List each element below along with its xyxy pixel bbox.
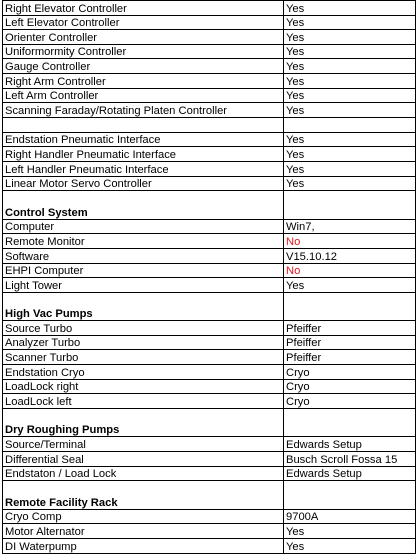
item-value: Yes <box>284 161 416 176</box>
item-value: Yes <box>284 147 416 162</box>
spacer-row <box>3 117 416 132</box>
item-value: Cryo <box>284 365 416 380</box>
section-header-value-cell <box>284 423 416 437</box>
section-header-value-cell <box>284 307 416 321</box>
table-row <box>3 30 416 45</box>
section-header-row <box>3 307 416 321</box>
table-row <box>3 234 416 249</box>
spacer-cell <box>3 481 284 496</box>
section-header-value-cell <box>284 205 416 219</box>
section-title: Dry Roughing Pumps <box>3 423 284 437</box>
item-label: LoadLock right <box>3 379 284 394</box>
table-row <box>3 219 416 234</box>
item-label: Source/Terminal <box>3 437 284 452</box>
table-row <box>3 278 416 293</box>
spacer-row <box>3 292 416 307</box>
spec-sheet <box>2 0 415 553</box>
table-row <box>3 59 416 74</box>
spacer-cell <box>284 292 416 307</box>
item-label: Left Elevator Controller <box>3 15 284 30</box>
item-value: Yes <box>284 278 416 293</box>
item-value: Yes <box>284 73 416 88</box>
item-label: Uniformormity Controller <box>3 44 284 59</box>
item-label: Differential Seal <box>3 452 284 467</box>
spacer-row <box>3 481 416 496</box>
item-value: No <box>284 263 416 278</box>
item-value: Yes <box>284 524 416 539</box>
table-row <box>3 509 416 524</box>
table-row <box>3 539 416 554</box>
item-label: Endstation Cryo <box>3 365 284 380</box>
item-label: Analyzer Turbo <box>3 335 284 350</box>
item-value: Edwards Setup <box>284 437 416 452</box>
item-label: Gauge Controller <box>3 59 284 74</box>
spacer-row <box>3 408 416 423</box>
section-title: High Vac Pumps <box>3 307 284 321</box>
table-row <box>3 44 416 59</box>
item-label: Cryo Comp <box>3 509 284 524</box>
item-value: Pfeiffer <box>284 335 416 350</box>
section-header-value-cell <box>284 495 416 509</box>
item-value: Pfeiffer <box>284 321 416 336</box>
item-label: Left Arm Controller <box>3 88 284 103</box>
spacer-cell <box>284 191 416 206</box>
table-row <box>3 15 416 30</box>
table-row <box>3 248 416 263</box>
item-value: Yes <box>284 1 416 16</box>
table-row <box>3 466 416 481</box>
item-value: Yes <box>284 132 416 147</box>
item-value: Yes <box>284 59 416 74</box>
spacer-cell <box>284 408 416 423</box>
item-label: Endstaton / Load Lock <box>3 466 284 481</box>
section-header-row <box>3 495 416 509</box>
item-label: Endstation Pneumatic Interface <box>3 132 284 147</box>
item-label: Linear Motor Servo Controller <box>3 176 284 191</box>
item-value: Edwards Setup <box>284 466 416 481</box>
item-label: Software <box>3 248 284 263</box>
table-row <box>3 335 416 350</box>
item-value: 9700A <box>284 509 416 524</box>
spacer-cell <box>3 408 284 423</box>
item-label: Right Handler Pneumatic Interface <box>3 147 284 162</box>
table-row <box>3 524 416 539</box>
item-value: Yes <box>284 15 416 30</box>
item-value: Cryo <box>284 394 416 409</box>
spacer-cell <box>3 117 284 132</box>
table-row <box>3 394 416 409</box>
item-label: DI Waterpump <box>3 539 284 554</box>
item-value: Yes <box>284 176 416 191</box>
item-value: Yes <box>284 88 416 103</box>
equipment-spec-table <box>2 0 416 554</box>
item-value: Cryo <box>284 379 416 394</box>
item-label: Right Elevator Controller <box>3 1 284 16</box>
item-value: V15.10.12 <box>284 248 416 263</box>
section-header-row <box>3 205 416 219</box>
spacer-cell <box>284 117 416 132</box>
item-label: Source Turbo <box>3 321 284 336</box>
table-row <box>3 379 416 394</box>
table-row <box>3 147 416 162</box>
table-row <box>3 437 416 452</box>
item-label: Orienter Controller <box>3 30 284 45</box>
item-label: EHPI Computer <box>3 263 284 278</box>
table-row <box>3 350 416 365</box>
spacer-row <box>3 191 416 206</box>
table-row <box>3 88 416 103</box>
section-title: Control System <box>3 205 284 219</box>
item-value: Yes <box>284 44 416 59</box>
item-label: Computer <box>3 219 284 234</box>
table-row <box>3 365 416 380</box>
table-row <box>3 176 416 191</box>
item-label: Right Arm Controller <box>3 73 284 88</box>
item-label: Scanner Turbo <box>3 350 284 365</box>
table-row <box>3 161 416 176</box>
table-row <box>3 73 416 88</box>
table-row <box>3 103 416 118</box>
item-label: Scanning Faraday/Rotating Platen Controller <box>3 103 284 118</box>
table-row <box>3 132 416 147</box>
table-row <box>3 452 416 467</box>
section-header-row <box>3 423 416 437</box>
table-row <box>3 263 416 278</box>
item-value: Win7, <box>284 219 416 234</box>
item-label: Left Handler Pneumatic Interface <box>3 161 284 176</box>
table-row <box>3 1 416 16</box>
spacer-cell <box>3 292 284 307</box>
item-value: Yes <box>284 30 416 45</box>
item-value: Yes <box>284 103 416 118</box>
item-value: Busch Scroll Fossa 15 <box>284 452 416 467</box>
item-value: No <box>284 234 416 249</box>
item-value: Yes <box>284 539 416 554</box>
item-label: Remote Monitor <box>3 234 284 249</box>
item-label: LoadLock left <box>3 394 284 409</box>
item-value: Pfeiffer <box>284 350 416 365</box>
spec-table-body <box>3 1 416 554</box>
item-label: Light Tower <box>3 278 284 293</box>
spacer-cell <box>3 191 284 206</box>
section-title: Remote Facility Rack <box>3 495 284 509</box>
spacer-cell <box>284 481 416 496</box>
table-row <box>3 321 416 336</box>
item-label: Motor Alternator <box>3 524 284 539</box>
